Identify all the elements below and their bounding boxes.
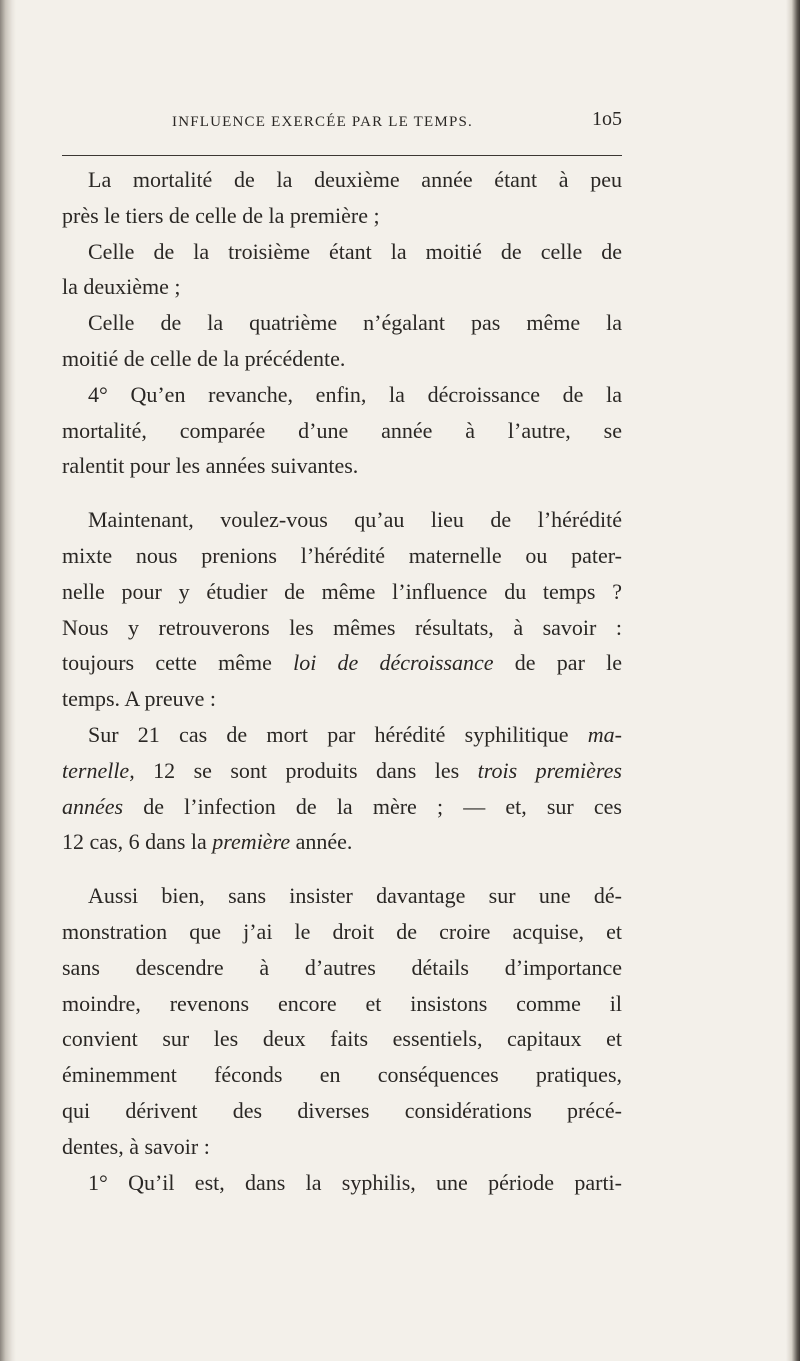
text-segment: près le tiers de celle de la première ; [62,202,380,228]
text-segment: 12 cas, 6 dans la [62,829,213,855]
text-line [62,878,622,914]
paragraph [62,305,622,377]
text-segment: Celle de la troisième étant la moitié de celle de [88,238,622,264]
text-segment: la deuxième ; [62,274,181,300]
text-line [62,305,622,341]
text-segment: 4° Qu’en revanche, enfin, la décroissance de la [88,381,622,407]
text-segment: Celle de la quatrième n’égalant pas même la [88,310,622,336]
italic-text: ma- [587,721,622,747]
text-segment: ralentit pour les années suivantes. [62,453,359,479]
text-line [62,789,622,825]
text-line [62,1093,622,1129]
page-gutter-shadow [0,0,16,1361]
text-line [62,1021,622,1057]
header-rule [62,155,622,156]
text-line [62,950,622,986]
italic-text: première [212,829,291,855]
text-line [62,377,622,413]
text-segment: moitié de celle de la précédente. [62,345,346,371]
italic-text: ternelle, [62,757,135,783]
text-line [62,269,622,305]
text-segment: mixte nous prenions l’hérédité maternelle ou pater- [62,542,622,568]
text-segment: mortalité, comparée d’une année à l’autre, se [62,417,622,443]
italic-text: trois premières [477,757,622,783]
paragraph [62,377,622,484]
text-line [62,341,622,377]
paragraph-gap [62,484,622,502]
text-segment: Maintenant, voulez-vous qu’au lieu de l’hérédité [88,507,622,533]
text-line [62,610,622,646]
text-line [62,914,622,950]
text-segment: La mortalité de la deuxième année étant à peu [88,167,622,192]
text-line [62,1057,622,1093]
paragraph [62,162,622,234]
paragraph-gap [62,860,622,878]
text-segment: 12 se sont produits dans les [134,757,478,783]
text-segment: éminemment féconds en conséquences pratiques, [62,1062,622,1088]
paragraph [62,234,622,306]
text-segment: année. [290,829,353,855]
text-segment: toujours cette même [62,650,294,676]
text-segment: dentes, à savoir : [62,1133,210,1159]
text-segment: moindre, revenons encore et insistons comme il [62,990,622,1016]
text-line [62,753,622,789]
running-title: INFLUENCE EXERCÉE PAR LE TEMPS. [172,114,473,130]
text-line [62,574,622,610]
page-edge [786,0,800,1361]
text-segment: convient sur les deux faits essentiels, capitaux et [62,1026,622,1052]
text-line [62,645,622,681]
text-line [62,1165,622,1201]
text-segment: 1° Qu’il est, dans la syphilis, une période parti- [88,1169,622,1195]
italic-text: loi de décroissance [293,650,494,676]
text-segment: temps. A preuve : [62,686,216,712]
text-segment: Aussi bien, sans insister davantage sur une dé- [88,883,622,909]
paragraph [62,502,622,717]
text-line [62,162,622,198]
text-segment: Sur 21 cas de mort par hérédité syphilitique [88,721,588,747]
text-line [62,681,622,717]
paragraph [62,717,622,860]
text-line [62,448,622,484]
text-segment: sans descendre à d’autres détails d’importance [62,954,622,980]
text-line [62,502,622,538]
text-line [62,413,622,449]
text-line [62,717,622,753]
text-line [62,234,622,270]
text-line [62,1129,622,1165]
italic-text: années [62,793,124,819]
text-segment: Nous y retrouverons les mêmes résultats, à savoir : [62,614,622,640]
text-segment: monstration que j’ai le droit de croire acquise, et [62,918,622,944]
text-segment: de par le [493,650,623,676]
running-header [62,108,622,138]
text-segment: qui dérivent des diverses considérations précé- [62,1097,622,1123]
text-segment: de l’infection de la mère ; — et, sur ces [123,793,622,819]
text-line [62,198,622,234]
text-line [62,538,622,574]
paragraph [62,878,622,1164]
text-line [62,986,622,1022]
text-segment: nelle pour y étudier de même l’influence du temps ? [62,578,622,604]
paragraph [62,1165,622,1201]
body-text [62,162,622,1200]
text-line [62,824,622,860]
page-number: 1o5 [592,108,622,130]
